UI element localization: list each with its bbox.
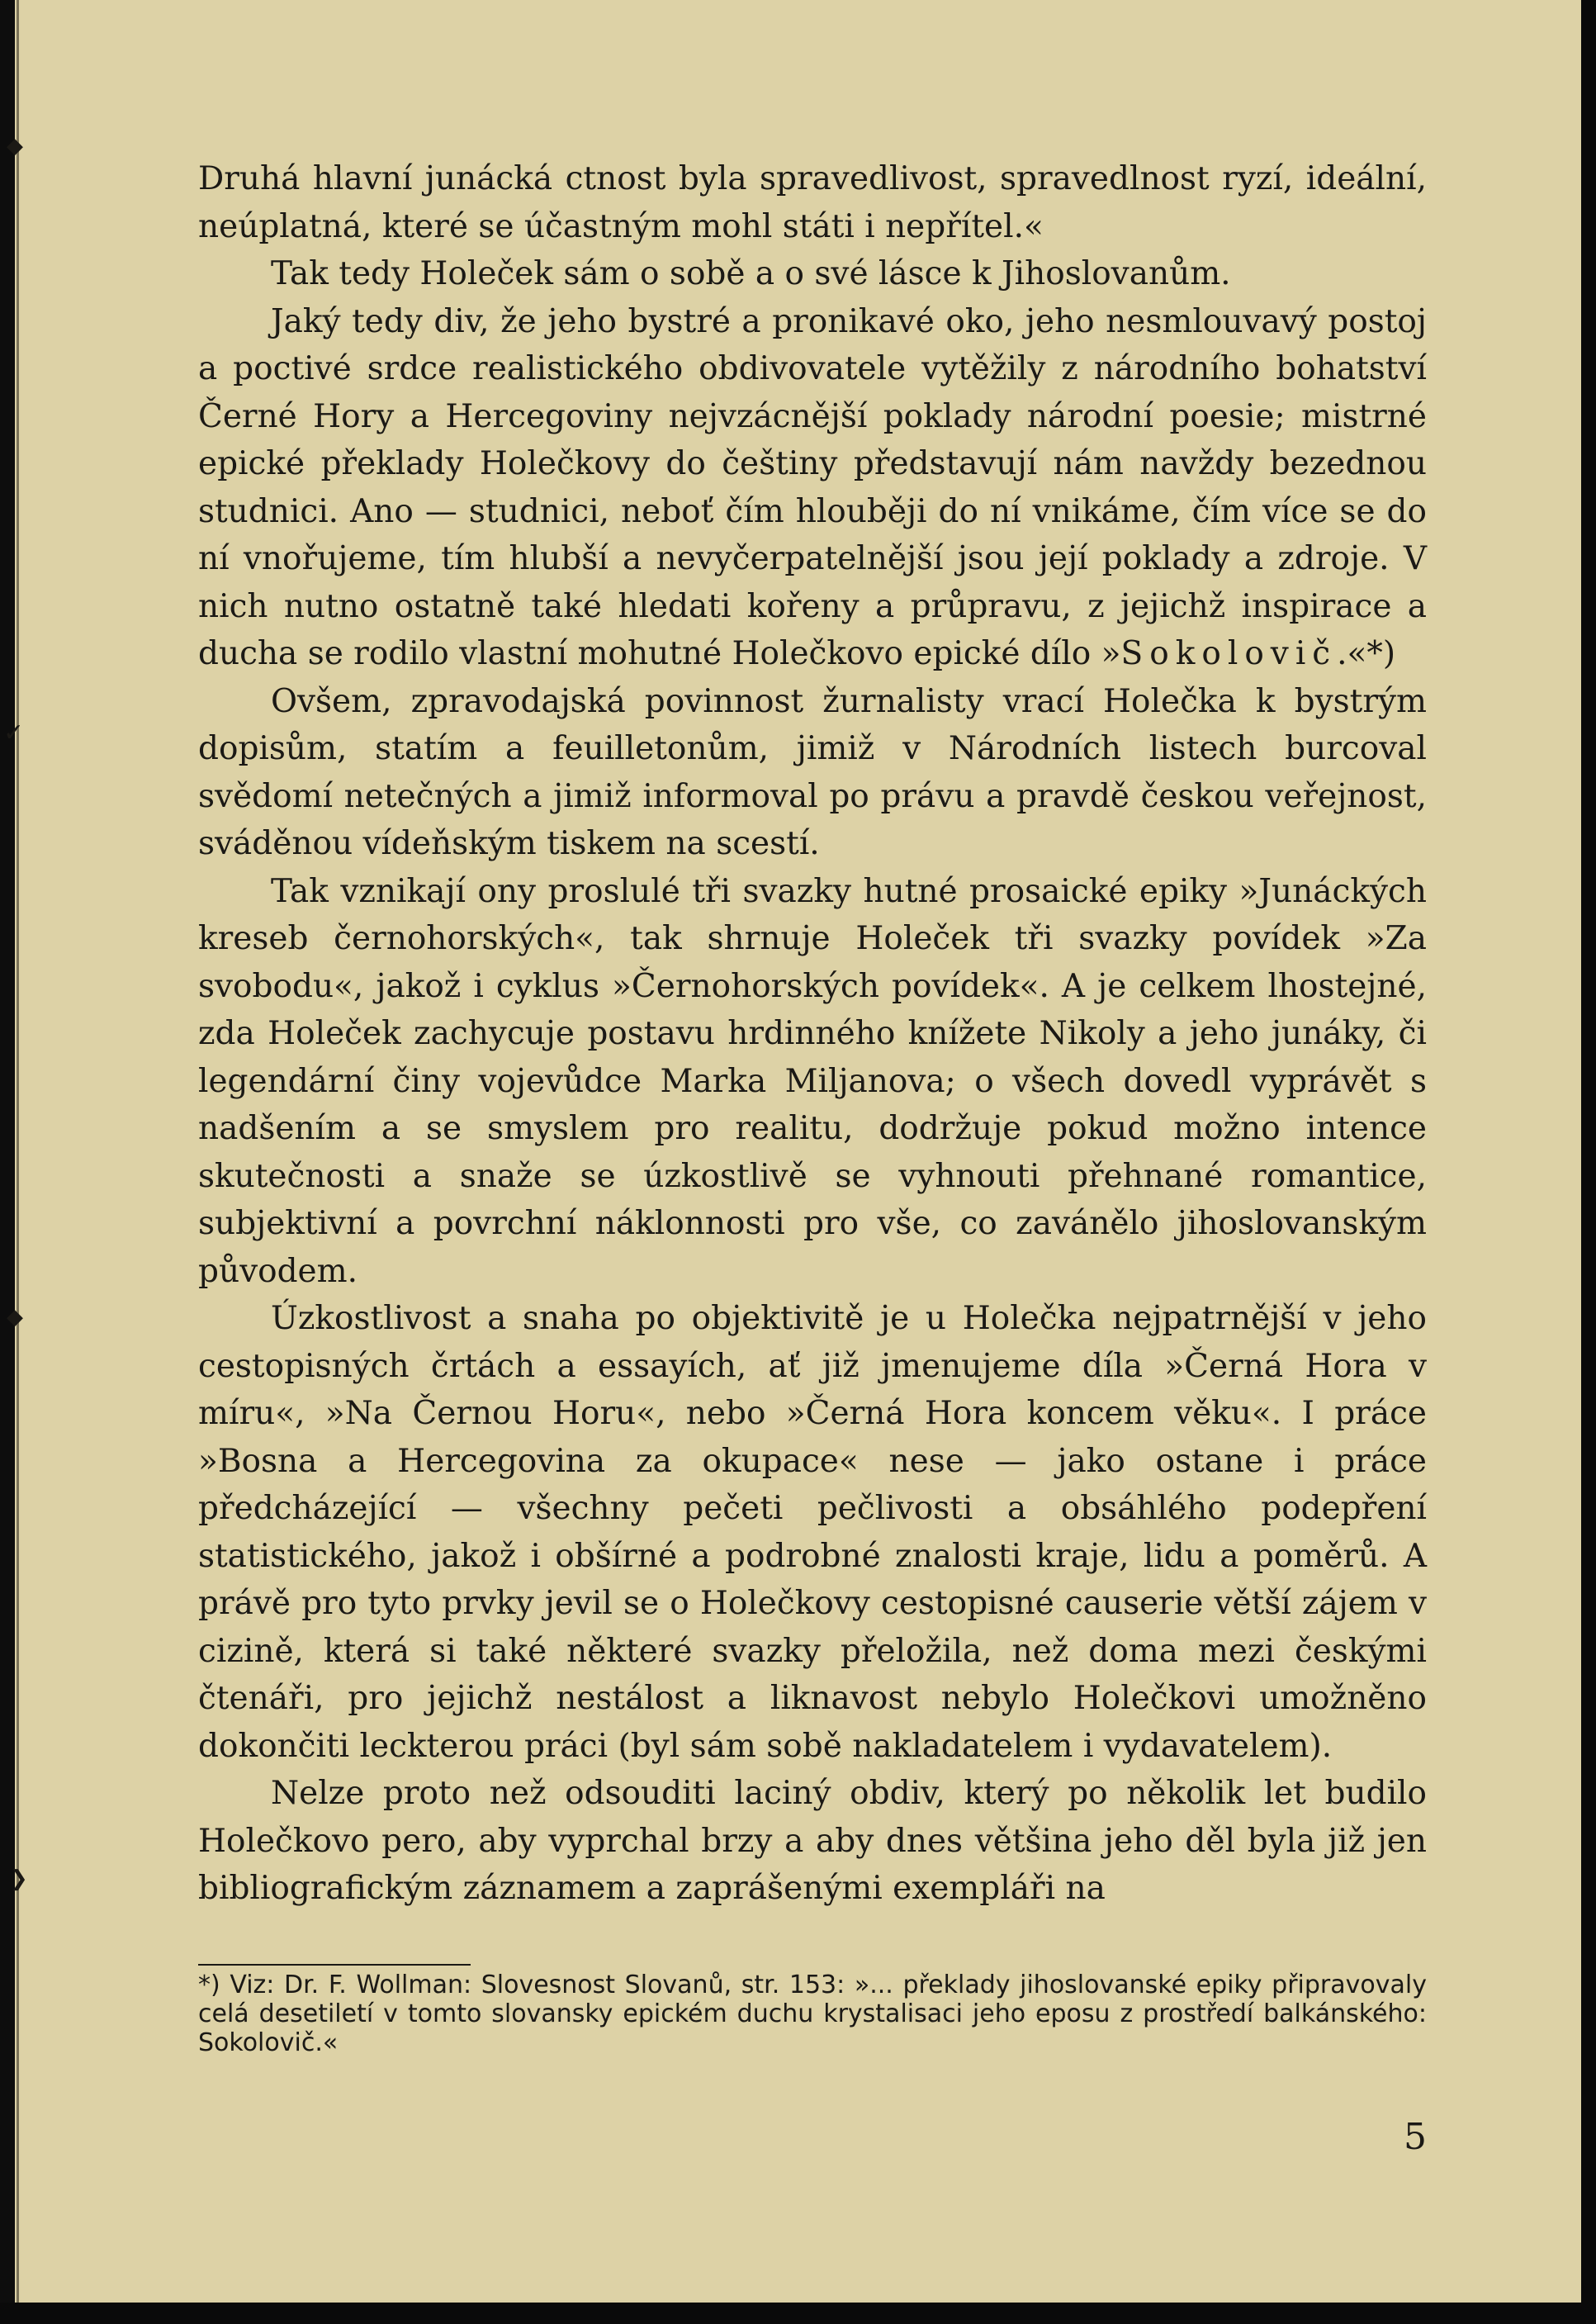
margin-mark-icon: ◆ — [7, 1305, 23, 1330]
paragraph: Nelze proto než odsouditi laciný obdiv, který po několik let budilo Holečkovo pero, aby vyprchal brzy a aby dnes většina jeho děl byla již jen bibliografickým záznamem a zaprášenými exempláři na — [198, 1775, 1427, 1907]
paragraph: Tak tedy Holeček sám o sobě a o své lásce k Jihoslovanům. — [271, 255, 1231, 292]
footnote-divider — [198, 1964, 471, 1966]
scan-bottom-edge — [0, 2303, 1596, 2324]
paragraph-text: .«*) — [1337, 635, 1396, 672]
binding-line — [17, 0, 19, 2324]
margin-mark-icon: ❯ — [10, 1866, 28, 1891]
paragraph: Tak vznikají ony proslulé tři svazky hutné prosaické epiky »Junáckých kreseb černohorských«, tak shrnuje Holeček tři svazky povídek »Za svobodu«, jakož i cyklus »Černohorských povídek«. A je celkem lhostejné, zda Holeček zachycuje postavu hrdinného knížete Nikoly a jeho junáky, či legendární činy vojevůdce Marka Miljanova; o všech dovedl vyprávět s nadšením a se smyslem pro realitu, dodržuje pokud možno intence skutečnosti a snaže se úzkostlivě se vyhnouti přehnané romantice, subjektivní a povrchní náklonnosti pro vše, co zavánělo jihoslovanským původem. — [198, 872, 1427, 1290]
margin-mark-icon: ◆ — [7, 134, 23, 159]
paragraph-text: Jaký tedy div, že jeho bystré a pronikavé oko, jeho nesmlouvavý postoj a poctivé srdce realistického obdivovatele vytěžily z národního bohatství Černé Hory a Hercegoviny nejvzácnější poklady národní poesie; mistrné epické překlady Holečkovy do češtiny představují nám navždy bezednou studnici. Ano — studnici, neboť čím hlouběji do ní vnikáme, čím více se do ní vnořujeme, tím hlubší a nevyčerpatelnější jsou její poklady a zdroje. V nich nutno ostatně také hledati kořeny a průpravu, z jejichž inspirace a ducha se rodilo vlastní mohutné Holečkovo epické dílo » — [198, 302, 1427, 672]
paragraph: Druhá hlavní junácká ctnost byla spravedlivost, spravedlnost ryzí, ideální, neúplatná, které se účastným mohl státi i nepřítel.« — [198, 160, 1427, 245]
work-title-spaced: Sokolovič — [1120, 635, 1338, 672]
page-number: 5 — [1404, 2116, 1427, 2158]
paragraph: Ovšem, zpravodajská povinnost žurnalisty vrací Holečka k bystrým dopisům, statím a feuilletonům, jimiž v Národních listech burcoval svědomí netečných a jimiž informoval po právu a pravdě českou veřejnost, sváděnou vídeňským tiskem na scestí. — [198, 682, 1427, 862]
paragraph — [198, 298, 1427, 678]
body-text — [198, 155, 1427, 1913]
paragraph: Úzkostlivost a snaha po objektivitě je u Holečka nejpatrnější v jeho cestopisných črtách a essayích, ať již jmenujeme díla »Černá Hora v míru«, »Na Černou Horu«, nebo »Černá Hora koncem věku«. I práce »Bosna a Hercegovina za okupace« nese — jako ostane i práce předcházející — všechny pečeti pečlivosti a obsáhlého podepření statistického, jakož i obšírné a podrobné znalosti kraje, lidu a poměrů. A právě pro tyto prvky jevil se o Holečkovy cestopisné causerie větší zájem v cizině, která si také některé svazky přeložila, než doma mezi českými čtenáři, pro jejichž nestálost a liknavost nebylo Holečkovi umožněno dokončiti leckterou práci (byl sám sobě nakladatelem i vydavatelem). — [198, 1300, 1427, 1765]
footnote: *) Viz: Dr. F. Wollman: Slovesnost Slovanů, str. 153: »... překlady jihoslovanské epiky připravovaly celá desetiletí v tomto slovansky epickém duchu krystalisaci jeho eposu z prostředí balkánského: Sokolovič.« — [198, 1971, 1427, 2057]
margin-mark-icon: ✓ — [3, 719, 25, 747]
scan-right-edge — [1581, 0, 1596, 2324]
scan-left-edge — [0, 0, 15, 2324]
